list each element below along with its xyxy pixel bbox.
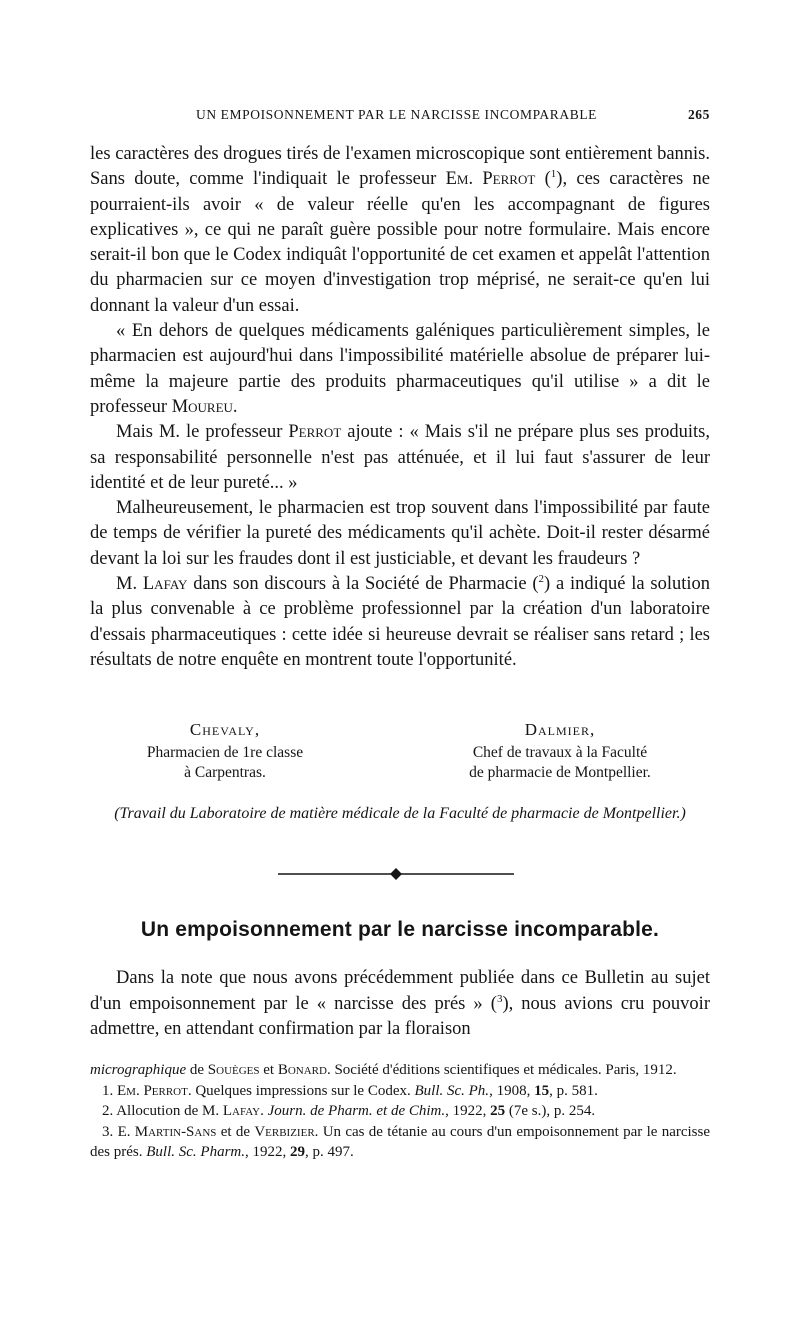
main-text — [90, 142, 710, 673]
laboratory-note: (Travail du Laboratoire de matière médicale de la Faculté de pharmacie de Montpellier.) — [114, 805, 686, 822]
paragraph-fraudes: Malheureusement, le pharmacien est trop souvent dans l'impossibilité par faute de temps de vérifier la pureté des médicaments qu'il achète. Doit-il rester désarmé devant la loi sur les fraudes dont il est justiciable, et devant les fraudeurs ? — [90, 498, 710, 569]
text-run: , p. 581. — [549, 1082, 598, 1099]
signature-name: Chevaly, — [189, 720, 261, 739]
text-run: Mais M. le professeur — [116, 422, 289, 443]
text-run: et de — [216, 1123, 255, 1140]
footnote-1 — [90, 1081, 710, 1102]
journal-name: Bull. Sc. Ph. — [414, 1082, 490, 1099]
author-name: Perrot — [288, 422, 342, 443]
article-paragraph — [90, 966, 710, 1043]
text-run: , 1908, — [489, 1082, 535, 1099]
text-run: les caractères des drogues tirés de l'examen microscopique sont entièrement bannis. Sans doute, comme l'indiquait le professeur — [90, 144, 710, 190]
section-separator — [278, 866, 514, 882]
paragraph-moureu-quote — [90, 319, 710, 420]
article-text — [90, 966, 710, 1043]
footnote-ref: 3 — [496, 992, 503, 1005]
text-run: « En dehors de quelques médicaments galéniques particulièrement simples, le pharmacien est aujourd'hui dans l'impossibilité matérielle absolue de préparer lui-même la majeure partie des produits pharmaceutiques qu'il utilise » a dit le professeur — [90, 321, 710, 417]
text-run: . — [260, 1103, 268, 1119]
text-run: (7e s.), p. 254. — [505, 1103, 596, 1119]
text-run: , 1922, — [445, 1103, 491, 1119]
author-name: Verbizier — [254, 1123, 315, 1140]
running-header — [90, 104, 710, 126]
signature-title: Chef de travaux à la Faculté — [472, 744, 648, 761]
volume-number: 15 — [534, 1082, 550, 1099]
author-name: E. Martin-Sans — [117, 1123, 217, 1140]
paragraph-codex: les caractères des drogues tirés de l'examen microscopique sont entièrement bannis. Sans doute, comme l'indiquait le professeur Em. Perrot ($^1$), ces caractères ne pourraient-ils avoir « de valeur réelle qu'en les accompagnant de figures explicatives », ce qui ne paraît guère possible pour notre formulaire. Mais encore serait-il bon que le Codex indiquât l'opportunité de cet examen et appelât l'attention du pharmacien sur ce moyen d'investigation trop méprisé, ne serait-ce qu'en lui donnant la valeur d'un essai. — [90, 144, 711, 316]
text-run: . Un cas de tétanie au cours d'un empoisonnement par le narcisse des prés. — [90, 1123, 711, 1160]
author-name: Em. Perrot — [445, 169, 536, 190]
author-name: Em. Perrot — [117, 1082, 188, 1099]
author-name: Lafay — [142, 574, 188, 595]
signature-chevaly — [90, 720, 360, 783]
diamond-icon — [390, 868, 402, 880]
text-run: dans son discours à la Société de Pharmacie ( — [187, 574, 539, 595]
footnote-ref: 2 — [538, 572, 545, 585]
text-run: . Quelques impressions sur le Codex. — [187, 1082, 415, 1099]
footnote-ref: 1 — [550, 168, 557, 181]
author-name: Bonard — [277, 1062, 327, 1078]
footnote-number: 3. — [102, 1123, 118, 1140]
page-number: 265 — [687, 107, 710, 122]
text-run: , ces caractères ne pourraient-ils avoir « de valeur réelle qu'en les accompagnant de figures explicatives », ce qui ne paraît guère possible pour notre formulaire. Mais encore serait-il bon que le Codex indiquât l'opportunité de cet examen et appelât l'attention du pharmacien sur ce moyen d'investigation trop méprisé, ne serait-ce qu'en lui donnant la valeur d'un essai. — [90, 169, 711, 316]
footnote-3 — [90, 1122, 710, 1163]
author-name: Souèges — [207, 1062, 260, 1078]
signature-dalmier — [410, 720, 710, 783]
signature-location: à Carpentras. — [184, 764, 266, 781]
footnote-continuation — [90, 1060, 710, 1081]
paragraph-lafay — [90, 572, 710, 673]
author-name: Lafay — [222, 1103, 261, 1119]
footnotes — [90, 1060, 710, 1163]
text-run: . Société d'éditions scientifiques et médicales. Paris, 1912. — [326, 1062, 677, 1078]
text-run: M. — [116, 574, 143, 595]
text-run: Allocution de M. — [116, 1103, 223, 1119]
paragraph-perrot-quote — [90, 420, 710, 496]
text-run: de — [186, 1062, 208, 1078]
footnote-number: 2. — [102, 1103, 117, 1119]
volume-number: 25 — [490, 1103, 506, 1119]
signature-title: Pharmacien de 1re classe — [146, 744, 304, 761]
text-run: . — [232, 396, 238, 417]
running-title: UN EMPOISONNEMENT PAR LE NARCISSE INCOMPARABLE — [196, 107, 598, 122]
text-run: ) a indiqué la solution la plus convenable à ce problème professionnel par la création d'un laboratoire d'essais pharmaceutiques : cette idée si heureuse devrait se réaliser sans retard ; les résultats de notre enquête en montrent toute l'opportunité. — [90, 574, 711, 670]
text-run: , 1922, — [245, 1144, 290, 1160]
signatures — [90, 720, 710, 790]
signature-location: de pharmacie de Montpellier. — [469, 764, 651, 781]
journal-name: Journ. de Pharm. et de Chim. — [267, 1103, 446, 1119]
text-run: , p. 497. — [305, 1144, 354, 1160]
article-title: Un empoisonnement par le narcisse incomparable. — [140, 918, 660, 941]
text-run: ajoute : « Mais s'il ne prépare plus ses produits, sa responsabilité personnelle n'est pas atténuée, et il lui faut s'assurer de leur identité et de leur pureté... » — [90, 422, 710, 493]
journal-name: Bull. Sc. Pharm. — [146, 1144, 245, 1160]
footnote-number: 1. — [102, 1082, 117, 1099]
author-name: Moureu — [171, 396, 233, 417]
signature-name: Dalmier, — [524, 720, 596, 739]
text-run: et — [259, 1062, 278, 1078]
text-run: Dans la note que nous avons précédemment publiée dans ce Bulletin au sujet d'un empoisonnement par le « narcisse des prés » ( — [90, 968, 710, 1014]
text-run: ), nous avions cru pouvoir admettre, en attendant confirmation par la floraison — [90, 993, 710, 1039]
footnote-2 — [90, 1101, 710, 1122]
text-run: micrographique — [90, 1062, 187, 1078]
volume-number: 29 — [290, 1144, 305, 1160]
